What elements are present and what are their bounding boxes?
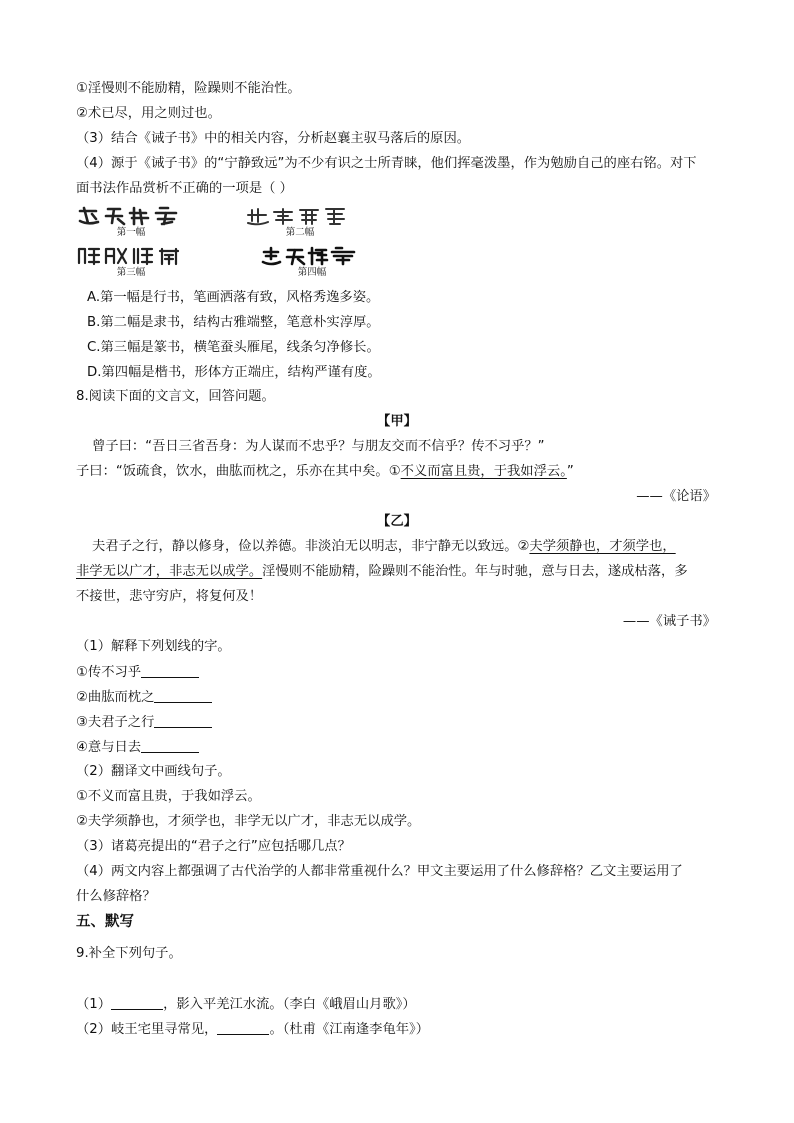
heading-jia: 【甲】: [377, 414, 417, 429]
jia-p2-pre: 子曰：“饭疏食，饮水，曲肱而枕之，乐亦在其中矣。①: [76, 464, 401, 479]
caption-2: 第二幅: [285, 227, 315, 238]
answer-blank[interactable]: [141, 738, 199, 753]
answer-blank[interactable]: [141, 663, 199, 678]
word-2: ②曲肱而枕之: [76, 690, 155, 705]
sub-question-4-line-2: 什么修辞格？: [76, 889, 156, 904]
yi-l1-pre: 夫君子之行，静以修身，俭以养德。非淡泊无以明志，非宁静无以致远。②: [92, 539, 530, 554]
quote-line-2: ②术已尽，用之则过也。: [76, 106, 221, 121]
option-d: D.第四幅是楷书，形体方正端庄，结构严谨有度。: [87, 365, 381, 380]
answer-blank[interactable]: [154, 713, 212, 728]
caption-1: 第一幅: [116, 227, 146, 238]
answer-blank[interactable]: [111, 995, 163, 1010]
calligraphy-image-4: [260, 245, 372, 267]
calligraphy-image-2: [244, 205, 356, 227]
word-1: ①传不习乎: [76, 665, 142, 680]
option-c: C.第三幅是篆书，横笔蚕头雁尾，线条匀净修长。: [87, 340, 380, 355]
answer-blank[interactable]: [154, 688, 212, 703]
option-a: A.第一幅是行书，笔画洒落有致，风格秀逸多姿。: [87, 290, 380, 305]
fill-1-post: ，影入平羌江水流。（李白《峨眉山月歌》）: [163, 997, 416, 1012]
heading-yi: 【乙】: [377, 514, 417, 529]
yi-underlined-part-1: 夫学须静也，才须学也，: [529, 539, 676, 554]
question-8-title: 8.阅读下面的文言文，回答问题。: [76, 389, 275, 404]
question-4-line-1: （4）源于《诫子书》的“宁静致远”为不少有识之士所青睐，他们挥毫泼墨，作为勉励自己的座右铭。对下: [76, 156, 697, 171]
fill-line-1: [76, 995, 416, 1014]
question-3: （3）结合《诫子书》中的相关内容，分析赵襄主驭马落后的原因。: [76, 131, 471, 146]
yi-l2-post: 淫慢则不能励精，险躁则不能治性。年与时驰，意与日去，遂成枯落，多: [262, 564, 688, 579]
fill-2-post: 。（杜甫《江南逢李龟年》）: [269, 1022, 429, 1037]
translate-1: ①不义而富且贵，于我如浮云。: [76, 789, 261, 804]
word-item-4: [76, 738, 199, 757]
section-heading: 五、默写: [76, 914, 134, 930]
fill-line-2: [76, 1020, 429, 1039]
caption-4: 第四幅: [297, 267, 327, 278]
sub-question-4-line-1: （4）两文内容上都强调了古代治学的人都非常重视什么？甲文主要运用了什么修辞格？乙文主要运用了: [76, 864, 683, 879]
option-b: B.第二幅是隶书，结构古雅端整，笔意朴实淳厚。: [87, 315, 380, 330]
question-9: 9.补全下列句子。: [76, 946, 182, 961]
jia-underlined-sentence: 不义而富且贵，于我如浮云。: [400, 464, 567, 479]
yi-underlined-part-2: 非学无以广才，非志无以成学。: [76, 564, 263, 579]
calligraphy-image-1: [76, 205, 188, 227]
sub-question-3: （3）诸葛亮提出的“君子之行”应包括哪几点？: [76, 839, 351, 854]
word-item-3: [76, 713, 212, 732]
word-item-2: [76, 688, 212, 707]
source-jiezishu: ——《诫子书》: [622, 614, 716, 629]
yi-line-2: [76, 563, 688, 581]
source-lunyu: ——《论语》: [636, 489, 716, 504]
jia-paragraph-2: [76, 463, 574, 481]
yi-line-1: [92, 538, 676, 556]
word-4: ④意与日去: [76, 740, 142, 755]
answer-blank[interactable]: [217, 1020, 269, 1035]
sub-question-1: （1）解释下列划线的字。: [76, 639, 231, 654]
fill-1-pre: （1）: [76, 997, 112, 1012]
word-3: ③夫君子之行: [76, 715, 155, 730]
question-4-line-2: 面书法作品赏析不正确的一项是（ ）: [76, 181, 293, 196]
jia-paragraph-1: 曾子曰：“吾日三省吾身：为人谋而不忠乎？与朋友交而不信乎？传不习乎？”: [92, 439, 545, 454]
sub-question-2: （2）翻译文中画线句子。: [76, 764, 231, 779]
jia-p2-post: ”: [566, 464, 574, 479]
translate-2: ②夫学须静也，才须学也，非学无以广才，非志无以成学。: [76, 814, 421, 829]
calligraphy-image-3: [76, 245, 188, 267]
yi-line-3: 不接世，悲守穷庐，将复何及！: [76, 589, 263, 604]
word-item-1: [76, 663, 199, 682]
caption-3: 第三幅: [116, 267, 146, 278]
fill-2-pre: （2）岐王宅里寻常见，: [76, 1022, 218, 1037]
quote-line-1: ①淫慢则不能励精，险躁则不能治性。: [76, 81, 301, 96]
